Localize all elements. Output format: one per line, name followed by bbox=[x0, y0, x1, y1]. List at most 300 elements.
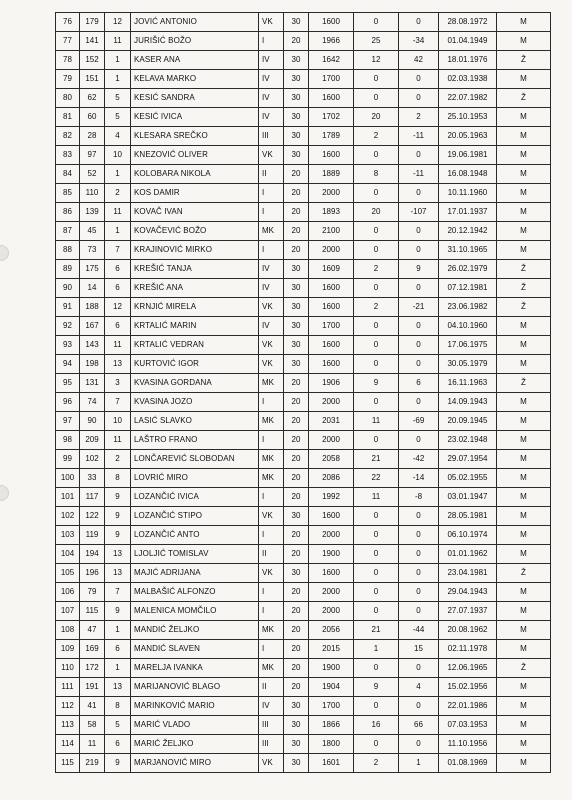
rating-change: 0 bbox=[399, 241, 439, 260]
k-factor: 30 bbox=[284, 108, 309, 127]
rating-change: 9 bbox=[399, 260, 439, 279]
table-row bbox=[56, 355, 551, 374]
row-number: 108 bbox=[56, 621, 80, 640]
category: IV bbox=[259, 89, 284, 108]
k-factor: 30 bbox=[284, 260, 309, 279]
birth-date: 14.09.1943 bbox=[439, 393, 497, 412]
k-factor: 30 bbox=[284, 735, 309, 754]
birth-date: 17.06.1975 bbox=[439, 336, 497, 355]
row-number: 99 bbox=[56, 450, 80, 469]
games-count: 1 bbox=[354, 640, 399, 659]
player-name: LONČAREVIĆ SLOBODAN bbox=[131, 450, 259, 469]
player-id: 141 bbox=[80, 32, 105, 51]
sex: Ž bbox=[497, 51, 551, 70]
rating-change: 2 bbox=[399, 108, 439, 127]
table-row bbox=[56, 70, 551, 89]
sex: M bbox=[497, 241, 551, 260]
k-factor: 30 bbox=[284, 279, 309, 298]
rating-change: 0 bbox=[399, 545, 439, 564]
row-number: 96 bbox=[56, 393, 80, 412]
rating-change: 0 bbox=[399, 146, 439, 165]
k-factor: 30 bbox=[284, 317, 309, 336]
sex: M bbox=[497, 754, 551, 773]
rating: 2000 bbox=[309, 431, 354, 450]
row-number: 83 bbox=[56, 146, 80, 165]
rating: 2000 bbox=[309, 602, 354, 621]
games-count: 0 bbox=[354, 545, 399, 564]
row-number: 101 bbox=[56, 488, 80, 507]
player-name: KREŠIĆ ANA bbox=[131, 279, 259, 298]
table-row bbox=[56, 450, 551, 469]
player-id: 11 bbox=[80, 735, 105, 754]
player-id: 139 bbox=[80, 203, 105, 222]
sex: M bbox=[497, 716, 551, 735]
games-count: 0 bbox=[354, 336, 399, 355]
table-row bbox=[56, 469, 551, 488]
player-name: MARIJANOVIĆ BLAGO bbox=[131, 678, 259, 697]
rating-change: -34 bbox=[399, 32, 439, 51]
player-name: JOVIĆ ANTONIO bbox=[131, 13, 259, 32]
k-factor: 30 bbox=[284, 70, 309, 89]
birth-date: 04.10.1960 bbox=[439, 317, 497, 336]
player-name: LJOLJIĆ TOMISLAV bbox=[131, 545, 259, 564]
birth-date: 01.08.1969 bbox=[439, 754, 497, 773]
player-name: KELAVA MARKO bbox=[131, 70, 259, 89]
rating: 1966 bbox=[309, 32, 354, 51]
games-count: 9 bbox=[354, 374, 399, 393]
club-code: 9 bbox=[105, 754, 131, 773]
table-row bbox=[56, 659, 551, 678]
rating-change: 0 bbox=[399, 89, 439, 108]
category: IV bbox=[259, 260, 284, 279]
k-factor: 20 bbox=[284, 450, 309, 469]
category: I bbox=[259, 583, 284, 602]
rating-change: 0 bbox=[399, 431, 439, 450]
birth-date: 19.06.1981 bbox=[439, 146, 497, 165]
row-number: 97 bbox=[56, 412, 80, 431]
k-factor: 20 bbox=[284, 678, 309, 697]
club-code: 13 bbox=[105, 355, 131, 374]
sex: M bbox=[497, 640, 551, 659]
k-factor: 20 bbox=[284, 203, 309, 222]
games-count: 2 bbox=[354, 754, 399, 773]
rating: 2000 bbox=[309, 241, 354, 260]
club-code: 1 bbox=[105, 621, 131, 640]
sex: Ž bbox=[497, 659, 551, 678]
category: III bbox=[259, 735, 284, 754]
category: I bbox=[259, 431, 284, 450]
category: II bbox=[259, 165, 284, 184]
games-count: 0 bbox=[354, 526, 399, 545]
table-row bbox=[56, 89, 551, 108]
player-name: KVASINA JOZO bbox=[131, 393, 259, 412]
rating: 1600 bbox=[309, 279, 354, 298]
sex: M bbox=[497, 526, 551, 545]
rating: 1700 bbox=[309, 697, 354, 716]
sex: M bbox=[497, 602, 551, 621]
rating: 1789 bbox=[309, 127, 354, 146]
rating: 2000 bbox=[309, 526, 354, 545]
player-id: 45 bbox=[80, 222, 105, 241]
punch-hole-top bbox=[0, 245, 9, 261]
birth-date: 10.11.1960 bbox=[439, 184, 497, 203]
rating-change: 0 bbox=[399, 602, 439, 621]
player-name: MARIĆ ŽELJKO bbox=[131, 735, 259, 754]
category: I bbox=[259, 488, 284, 507]
sex: M bbox=[497, 621, 551, 640]
row-number: 80 bbox=[56, 89, 80, 108]
rating: 1600 bbox=[309, 146, 354, 165]
player-name: KRTALIĆ MARIN bbox=[131, 317, 259, 336]
row-number: 103 bbox=[56, 526, 80, 545]
birth-date: 20.05.1963 bbox=[439, 127, 497, 146]
sex: M bbox=[497, 488, 551, 507]
table-row bbox=[56, 735, 551, 754]
rating: 1600 bbox=[309, 298, 354, 317]
birth-date: 01.01.1962 bbox=[439, 545, 497, 564]
rating-change: 0 bbox=[399, 222, 439, 241]
k-factor: 20 bbox=[284, 241, 309, 260]
club-code: 2 bbox=[105, 184, 131, 203]
birth-date: 12.06.1965 bbox=[439, 659, 497, 678]
club-code: 11 bbox=[105, 203, 131, 222]
games-count: 0 bbox=[354, 184, 399, 203]
club-code: 5 bbox=[105, 716, 131, 735]
games-count: 0 bbox=[354, 146, 399, 165]
row-number: 82 bbox=[56, 127, 80, 146]
player-id: 102 bbox=[80, 450, 105, 469]
category: III bbox=[259, 127, 284, 146]
player-name: KOS DAMIR bbox=[131, 184, 259, 203]
rating: 1601 bbox=[309, 754, 354, 773]
games-count: 22 bbox=[354, 469, 399, 488]
category: MK bbox=[259, 412, 284, 431]
sex: Ž bbox=[497, 89, 551, 108]
player-name: LOVRIĆ MIRO bbox=[131, 469, 259, 488]
club-code: 1 bbox=[105, 70, 131, 89]
games-count: 2 bbox=[354, 127, 399, 146]
rating-change: -11 bbox=[399, 127, 439, 146]
player-id: 117 bbox=[80, 488, 105, 507]
club-code: 6 bbox=[105, 279, 131, 298]
sex: M bbox=[497, 583, 551, 602]
player-id: 131 bbox=[80, 374, 105, 393]
birth-date: 29.04.1943 bbox=[439, 583, 497, 602]
row-number: 113 bbox=[56, 716, 80, 735]
row-number: 100 bbox=[56, 469, 80, 488]
table-row bbox=[56, 51, 551, 70]
club-code: 11 bbox=[105, 336, 131, 355]
row-number: 93 bbox=[56, 336, 80, 355]
player-id: 167 bbox=[80, 317, 105, 336]
games-count: 0 bbox=[354, 355, 399, 374]
player-id: 151 bbox=[80, 70, 105, 89]
sex: M bbox=[497, 431, 551, 450]
player-name: KREŠIĆ TANJA bbox=[131, 260, 259, 279]
rating-change: 0 bbox=[399, 735, 439, 754]
birth-date: 02.03.1938 bbox=[439, 70, 497, 89]
category: IV bbox=[259, 697, 284, 716]
games-count: 0 bbox=[354, 222, 399, 241]
player-name: LASIĆ SLAVKO bbox=[131, 412, 259, 431]
k-factor: 30 bbox=[284, 146, 309, 165]
row-number: 87 bbox=[56, 222, 80, 241]
birth-date: 28.05.1981 bbox=[439, 507, 497, 526]
category: VK bbox=[259, 355, 284, 374]
birth-date: 20.08.1962 bbox=[439, 621, 497, 640]
table-row bbox=[56, 412, 551, 431]
table-row bbox=[56, 127, 551, 146]
birth-date: 23.06.1982 bbox=[439, 298, 497, 317]
category: I bbox=[259, 393, 284, 412]
games-count: 0 bbox=[354, 13, 399, 32]
player-name: KOLOBARA NIKOLA bbox=[131, 165, 259, 184]
player-id: 119 bbox=[80, 526, 105, 545]
birth-date: 01.04.1949 bbox=[439, 32, 497, 51]
category: I bbox=[259, 241, 284, 260]
rating: 1700 bbox=[309, 70, 354, 89]
club-code: 1 bbox=[105, 51, 131, 70]
club-code: 12 bbox=[105, 13, 131, 32]
rating-change: 0 bbox=[399, 583, 439, 602]
row-number: 95 bbox=[56, 374, 80, 393]
table-row bbox=[56, 716, 551, 735]
table-row bbox=[56, 545, 551, 564]
k-factor: 20 bbox=[284, 659, 309, 678]
player-name: KRNJIĆ MIRELA bbox=[131, 298, 259, 317]
category: I bbox=[259, 32, 284, 51]
category: IV bbox=[259, 317, 284, 336]
rating: 2086 bbox=[309, 469, 354, 488]
player-id: 143 bbox=[80, 336, 105, 355]
player-name: LOZANČIĆ IVICA bbox=[131, 488, 259, 507]
birth-date: 02.11.1978 bbox=[439, 640, 497, 659]
category: I bbox=[259, 526, 284, 545]
row-number: 115 bbox=[56, 754, 80, 773]
row-number: 102 bbox=[56, 507, 80, 526]
rating-change: 6 bbox=[399, 374, 439, 393]
player-id: 33 bbox=[80, 469, 105, 488]
rating: 2058 bbox=[309, 450, 354, 469]
sex: M bbox=[497, 165, 551, 184]
birth-date: 16.08.1948 bbox=[439, 165, 497, 184]
sex: M bbox=[497, 222, 551, 241]
games-count: 21 bbox=[354, 621, 399, 640]
rating-change: 0 bbox=[399, 393, 439, 412]
player-id: 172 bbox=[80, 659, 105, 678]
rating: 2000 bbox=[309, 583, 354, 602]
k-factor: 30 bbox=[284, 564, 309, 583]
games-count: 25 bbox=[354, 32, 399, 51]
row-number: 104 bbox=[56, 545, 80, 564]
sex: M bbox=[497, 735, 551, 754]
sex: M bbox=[497, 469, 551, 488]
row-number: 107 bbox=[56, 602, 80, 621]
player-name: KVASINA GORDANA bbox=[131, 374, 259, 393]
games-count: 0 bbox=[354, 507, 399, 526]
birth-date: 03.01.1947 bbox=[439, 488, 497, 507]
sex: M bbox=[497, 184, 551, 203]
k-factor: 20 bbox=[284, 431, 309, 450]
club-code: 9 bbox=[105, 526, 131, 545]
rating: 1906 bbox=[309, 374, 354, 393]
row-number: 76 bbox=[56, 13, 80, 32]
player-id: 209 bbox=[80, 431, 105, 450]
rating: 2031 bbox=[309, 412, 354, 431]
sex: M bbox=[497, 545, 551, 564]
club-code: 9 bbox=[105, 488, 131, 507]
games-count: 2 bbox=[354, 298, 399, 317]
games-count: 0 bbox=[354, 564, 399, 583]
row-number: 112 bbox=[56, 697, 80, 716]
player-id: 41 bbox=[80, 697, 105, 716]
register-body bbox=[56, 13, 551, 773]
row-number: 88 bbox=[56, 241, 80, 260]
row-number: 77 bbox=[56, 32, 80, 51]
player-name: KESIĆ SANDRA bbox=[131, 89, 259, 108]
k-factor: 30 bbox=[284, 336, 309, 355]
player-name: KNEZOVIĆ OLIVER bbox=[131, 146, 259, 165]
games-count: 0 bbox=[354, 431, 399, 450]
player-id: 90 bbox=[80, 412, 105, 431]
player-name: LOZANČIĆ ANTO bbox=[131, 526, 259, 545]
club-code: 6 bbox=[105, 735, 131, 754]
birth-date: 07.12.1981 bbox=[439, 279, 497, 298]
player-name: LOZANČIĆ STIPO bbox=[131, 507, 259, 526]
rating-change: -44 bbox=[399, 621, 439, 640]
table-row bbox=[56, 431, 551, 450]
table-row bbox=[56, 678, 551, 697]
k-factor: 30 bbox=[284, 697, 309, 716]
player-id: 196 bbox=[80, 564, 105, 583]
birth-date: 07.03.1953 bbox=[439, 716, 497, 735]
rating-change: 66 bbox=[399, 716, 439, 735]
player-id: 188 bbox=[80, 298, 105, 317]
club-code: 6 bbox=[105, 317, 131, 336]
category: III bbox=[259, 716, 284, 735]
category: VK bbox=[259, 507, 284, 526]
rating: 1889 bbox=[309, 165, 354, 184]
rating-change: -107 bbox=[399, 203, 439, 222]
birth-date: 22.07.1982 bbox=[439, 89, 497, 108]
rating: 1600 bbox=[309, 564, 354, 583]
rating: 1600 bbox=[309, 336, 354, 355]
games-count: 0 bbox=[354, 393, 399, 412]
games-count: 20 bbox=[354, 108, 399, 127]
player-name: MARIĆ VLADO bbox=[131, 716, 259, 735]
rating: 1893 bbox=[309, 203, 354, 222]
sex: M bbox=[497, 355, 551, 374]
k-factor: 20 bbox=[284, 640, 309, 659]
k-factor: 20 bbox=[284, 621, 309, 640]
k-factor: 20 bbox=[284, 393, 309, 412]
games-count: 0 bbox=[354, 70, 399, 89]
table-row bbox=[56, 374, 551, 393]
club-code: 13 bbox=[105, 545, 131, 564]
player-name: MAJIĆ ADRIJANA bbox=[131, 564, 259, 583]
table-row bbox=[56, 640, 551, 659]
player-name: KRAJINOVIĆ MIRKO bbox=[131, 241, 259, 260]
birth-date: 28.08.1972 bbox=[439, 13, 497, 32]
k-factor: 30 bbox=[284, 298, 309, 317]
games-count: 0 bbox=[354, 697, 399, 716]
player-name: KURTOVIĆ IGOR bbox=[131, 355, 259, 374]
player-id: 62 bbox=[80, 89, 105, 108]
sex: Ž bbox=[497, 260, 551, 279]
rating-change: 15 bbox=[399, 640, 439, 659]
row-number: 98 bbox=[56, 431, 80, 450]
row-number: 89 bbox=[56, 260, 80, 279]
player-id: 110 bbox=[80, 184, 105, 203]
player-id: 115 bbox=[80, 602, 105, 621]
birth-date: 29.07.1954 bbox=[439, 450, 497, 469]
games-count: 0 bbox=[354, 89, 399, 108]
player-name: KOVAČEVIĆ BOŽO bbox=[131, 222, 259, 241]
k-factor: 20 bbox=[284, 545, 309, 564]
category: VK bbox=[259, 146, 284, 165]
table-row bbox=[56, 393, 551, 412]
category: II bbox=[259, 545, 284, 564]
player-name: MALENICA MOMČILO bbox=[131, 602, 259, 621]
club-code: 4 bbox=[105, 127, 131, 146]
k-factor: 20 bbox=[284, 469, 309, 488]
club-code: 1 bbox=[105, 659, 131, 678]
player-id: 60 bbox=[80, 108, 105, 127]
rating-change: -42 bbox=[399, 450, 439, 469]
player-id: 97 bbox=[80, 146, 105, 165]
games-count: 0 bbox=[354, 279, 399, 298]
player-name: KLESARA SREČKO bbox=[131, 127, 259, 146]
club-code: 8 bbox=[105, 697, 131, 716]
player-id: 58 bbox=[80, 716, 105, 735]
k-factor: 20 bbox=[284, 602, 309, 621]
player-name: MARINKOVIĆ MARIO bbox=[131, 697, 259, 716]
player-id: 74 bbox=[80, 393, 105, 412]
rating-change: 4 bbox=[399, 678, 439, 697]
birth-date: 17.01.1937 bbox=[439, 203, 497, 222]
games-count: 0 bbox=[354, 241, 399, 260]
row-number: 110 bbox=[56, 659, 80, 678]
rating-change: -8 bbox=[399, 488, 439, 507]
category: MK bbox=[259, 621, 284, 640]
rating: 2000 bbox=[309, 393, 354, 412]
birth-date: 30.05.1979 bbox=[439, 355, 497, 374]
player-name: KESIĆ IVICA bbox=[131, 108, 259, 127]
table-row bbox=[56, 488, 551, 507]
club-code: 9 bbox=[105, 507, 131, 526]
player-id: 179 bbox=[80, 13, 105, 32]
club-code: 5 bbox=[105, 89, 131, 108]
player-id: 73 bbox=[80, 241, 105, 260]
rating: 1642 bbox=[309, 51, 354, 70]
table-row bbox=[56, 697, 551, 716]
games-count: 0 bbox=[354, 735, 399, 754]
club-code: 7 bbox=[105, 241, 131, 260]
rating-change: 0 bbox=[399, 317, 439, 336]
sex: M bbox=[497, 678, 551, 697]
rating-change: 0 bbox=[399, 70, 439, 89]
games-count: 12 bbox=[354, 51, 399, 70]
rating: 1992 bbox=[309, 488, 354, 507]
k-factor: 20 bbox=[284, 184, 309, 203]
table-row bbox=[56, 184, 551, 203]
club-code: 9 bbox=[105, 602, 131, 621]
k-factor: 20 bbox=[284, 412, 309, 431]
rating-change: -14 bbox=[399, 469, 439, 488]
birth-date: 23.02.1948 bbox=[439, 431, 497, 450]
club-code: 6 bbox=[105, 640, 131, 659]
rating-change: -21 bbox=[399, 298, 439, 317]
